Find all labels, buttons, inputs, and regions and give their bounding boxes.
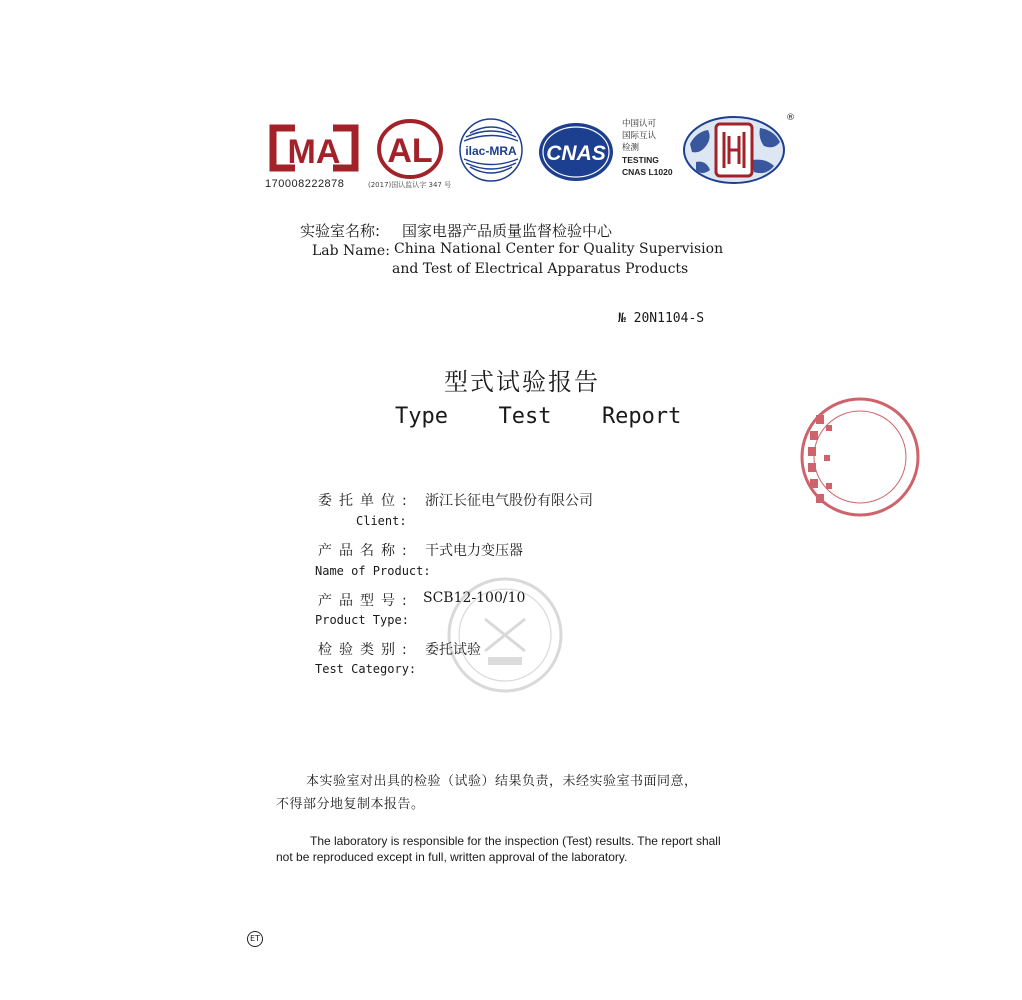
- edge-seal-stamp: [798, 395, 838, 520]
- lab-name-label-en: Lab Name:: [312, 243, 390, 259]
- cnas-line-4: TESTING: [622, 155, 659, 165]
- cnas-line-5: CNAS L1020: [622, 167, 673, 177]
- cnas-logo-text: CNAS: [546, 142, 606, 165]
- client-value: 浙江长征电气股份有限公司: [425, 493, 593, 509]
- cnas-accreditation-text: [622, 118, 673, 178]
- footer-mark: ET: [247, 931, 263, 947]
- report-title-cn: 型式试验报告: [444, 368, 600, 396]
- cma-logo-text: MA: [287, 133, 341, 171]
- client-label-cn: 委托单位:: [318, 493, 414, 509]
- cqc-globe-logo: [682, 110, 794, 190]
- product-name-label-cn: 产品名称:: [318, 543, 414, 559]
- product-type-value: SCB12-100/10: [423, 590, 526, 606]
- lab-name-value-en-line2: and Test of Electrical Apparatus Products: [392, 261, 689, 277]
- cnas-line-1: 中国认可: [622, 119, 657, 129]
- report-number: № 20N1104-S: [618, 311, 705, 326]
- registered-mark: ®: [786, 113, 795, 123]
- cma-logo: [265, 120, 363, 180]
- ilac-logo-text: ilac-MRA: [465, 144, 517, 158]
- lab-name-label-cn: 实验室名称:: [300, 222, 381, 240]
- cnas-line-2: 国际互认: [622, 131, 657, 141]
- test-category-label-en: Test Category:: [315, 662, 417, 676]
- cnas-line-3: 检测: [622, 143, 640, 153]
- cal-logo-text: AL: [387, 132, 433, 170]
- test-category-value: 委托试验: [425, 642, 481, 658]
- report-title-en: Type Test Report: [395, 404, 682, 429]
- disclaimer-en-line1: The laboratory is responsible for the inspection (Test) results. The report shall: [310, 834, 721, 848]
- lab-name-value-cn: 国家电器产品质量监督检验中心: [402, 222, 613, 240]
- cal-caption: (2017)国认监认字 347 号: [368, 181, 452, 189]
- cal-logo: [376, 118, 444, 184]
- disclaimer-cn-line1: 本实验室对出具的检验（试验）结果负责，未经实验室书面同意，: [306, 774, 698, 789]
- ilac-mra-logo: [458, 117, 524, 187]
- disclaimer-cn-line2: 不得部分地复制本报告。: [276, 797, 425, 812]
- lab-name-value-en-line1: China National Center for Quality Supervision: [394, 241, 724, 257]
- disclaimer-cn: [276, 770, 776, 816]
- cma-number: 170008222878: [265, 178, 345, 190]
- test-category-label-cn: 检验类别:: [318, 642, 414, 658]
- product-name-value: 干式电力变压器: [425, 543, 523, 559]
- product-name-label-en: Name of Product:: [315, 564, 431, 578]
- product-type-label-cn: 产品型号:: [318, 593, 414, 609]
- disclaimer-en-line2: not be reproduced except in full, written approval of the laboratory.: [276, 850, 628, 864]
- official-seal-stamp: [440, 575, 570, 699]
- client-label-en: Client:: [356, 514, 407, 528]
- disclaimer-en: [276, 833, 776, 865]
- cnas-logo: [537, 121, 615, 187]
- product-type-label-en: Product Type:: [315, 613, 409, 627]
